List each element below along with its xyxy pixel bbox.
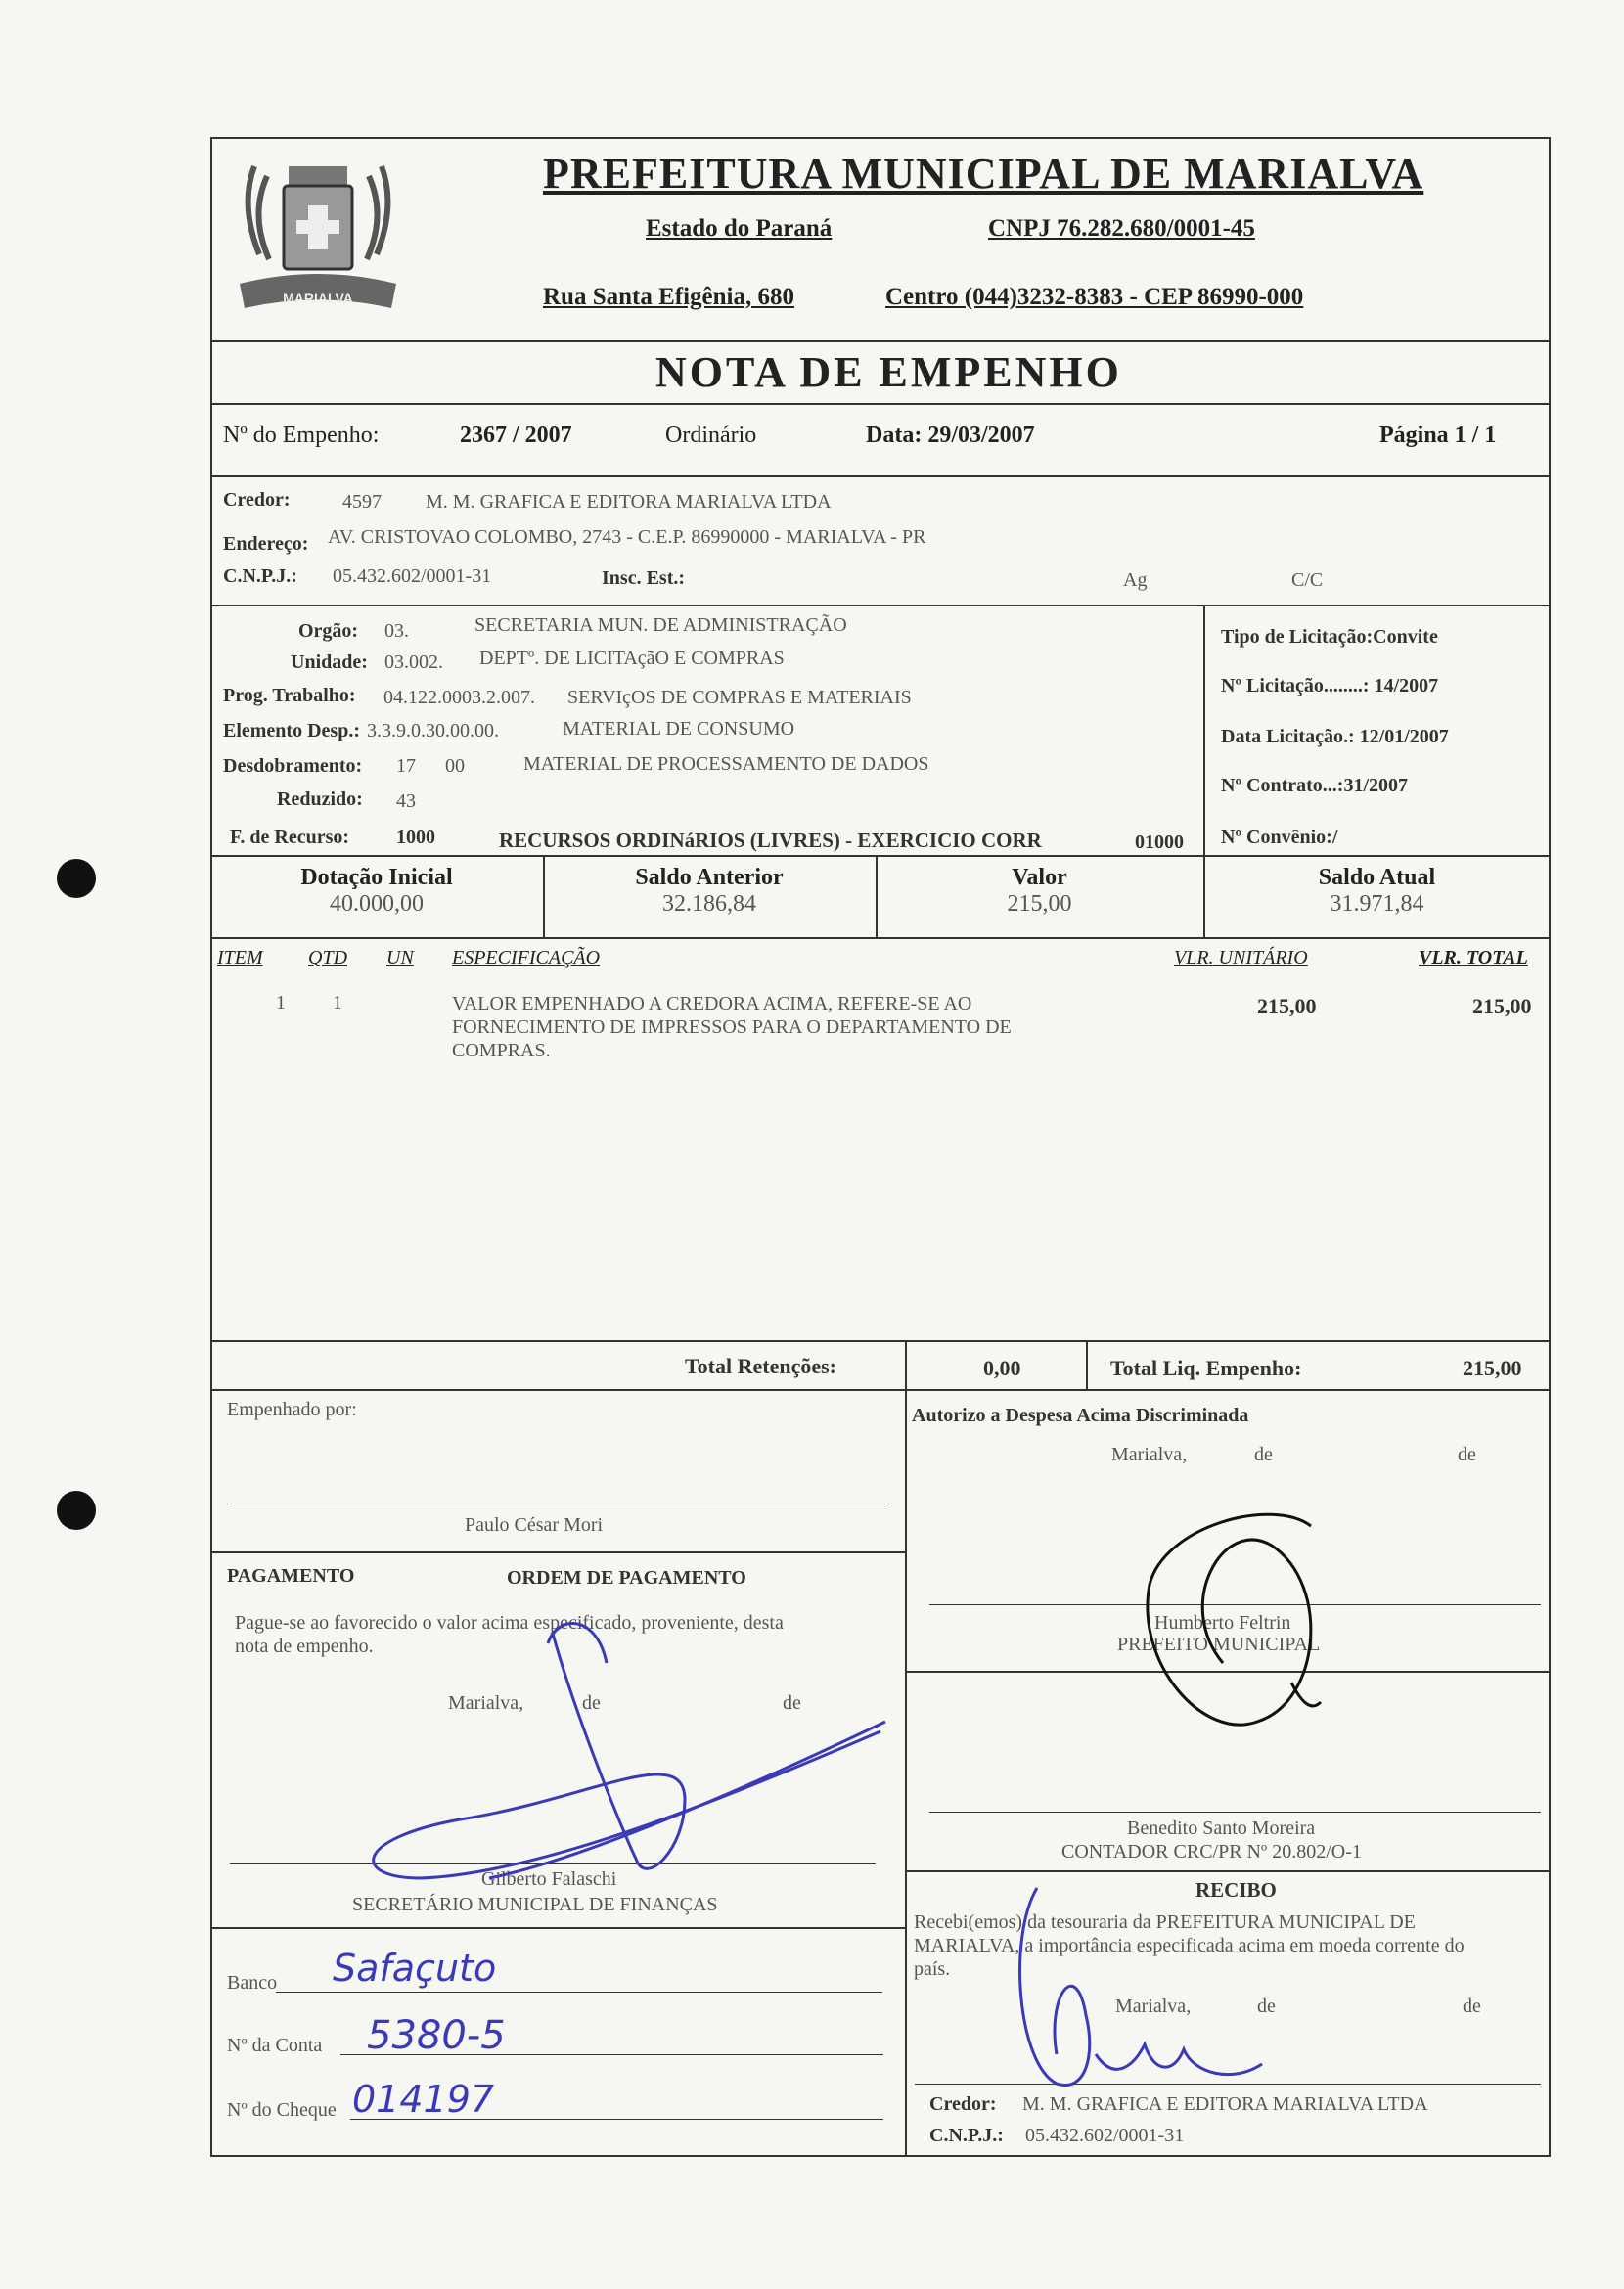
orgao-code: 03.: [384, 620, 409, 642]
saldo-valor-value: 215,00: [1007, 891, 1072, 917]
empenho-date: Data: 29/03/2007: [866, 423, 1035, 448]
unidade-label: Unidade:: [291, 651, 368, 673]
banco-handwritten: Safaçuto: [333, 1947, 497, 1990]
recibo-line-1: Recebi(emos) da tesouraria da PREFEITURA MUNICIPAL DE: [914, 1911, 1416, 1933]
saldo-dotacao-value: 40.000,00: [330, 891, 424, 917]
credor-name: M. M. GRAFICA E EDITORA MARIALVA LTDA: [426, 491, 832, 513]
secretario-nome: Gilberto Falaschi: [481, 1868, 617, 1890]
pagamento-de-1: de: [582, 1692, 601, 1714]
desdobramento-name: MATERIAL DE PROCESSAMENTO DE DADOS: [523, 753, 929, 775]
prog-name: SERVIçOS DE COMPRAS E MATERIAIS: [567, 687, 912, 708]
empenho-number-label: Nº do Empenho:: [223, 423, 380, 448]
autorizo-de-1: de: [1254, 1444, 1273, 1465]
secretario-cargo: SECRETÁRIO MUNICIPAL DE FINANÇAS: [352, 1894, 718, 1915]
desdobramento-code: 17 00: [396, 755, 465, 777]
recibo-line-3: país.: [914, 1958, 951, 1980]
empenho-type: Ordinário: [665, 423, 757, 448]
item-spec-line-1: VALOR EMPENHADO A CREDORA ACIMA, REFERE-SE AO: [452, 993, 972, 1014]
recurso-number: 01000: [1135, 831, 1184, 853]
finance-secretary-signature: [374, 1624, 885, 1878]
recibo-title: RECIBO: [1195, 1878, 1277, 1902]
recurso-label: F. de Recurso:: [230, 827, 350, 848]
licitacao-tipo: Tipo de Licitação:Convite: [1221, 626, 1438, 648]
contador-nome: Benedito Santo Moreira: [1127, 1818, 1316, 1839]
total-retencoes-label: Total Retenções:: [685, 1354, 836, 1378]
header-cnpj: CNPJ 76.282.680/0001-45: [988, 215, 1255, 242]
licitacao-data: Data Licitação.: 12/01/2007: [1221, 726, 1449, 747]
pagamento-marialva: Marialva,: [448, 1692, 524, 1714]
reduzido-label: Reduzido:: [277, 788, 363, 810]
recurso-code: 1000: [396, 827, 435, 848]
credor-insc-label: Insc. Est.:: [602, 567, 686, 589]
header-title: PREFEITURA MUNICIPAL DE MARIALVA: [543, 150, 1424, 198]
item-spec-line-2: FORNECIMENTO DE IMPRESSOS PARA O DEPARTAMENTO DE: [452, 1016, 1012, 1038]
pague-line-1: Pague-se ao favorecido o valor acima especificado, proveniente, desta: [235, 1612, 784, 1634]
document-title: NOTA DE EMPENHO: [655, 348, 1122, 396]
saldo-atual-value: 31.971,84: [1330, 891, 1424, 917]
prefeito-nome: Humberto Feltrin: [1154, 1612, 1291, 1634]
mayor-signature: [1148, 1514, 1321, 1725]
pague-line-2: nota de empenho.: [235, 1636, 374, 1657]
col-total: VLR. TOTAL: [1419, 947, 1528, 968]
orgao-label: Orgão:: [298, 620, 359, 642]
credor-ag-label: Ag: [1123, 569, 1148, 591]
item-unit-value: 215,00: [1257, 994, 1317, 1018]
licitacao-contrato: Nº Contrato...:31/2007: [1221, 775, 1409, 796]
item-qtd: 1: [333, 992, 342, 1013]
credor-cc-label: C/C: [1291, 569, 1324, 591]
autorizo-de-2: de: [1458, 1444, 1476, 1465]
cheque-label: Nº do Cheque: [227, 2099, 337, 2121]
header-contact: Centro (044)3232-8383 - CEP 86990-000: [885, 284, 1304, 310]
credor-code: 4597: [342, 491, 382, 513]
ordem-pagamento-label: ORDEM DE PAGAMENTO: [507, 1567, 746, 1589]
recibo-cnpj: 05.432.602/0001-31: [1025, 2125, 1185, 2146]
elemento-name: MATERIAL DE CONSUMO: [563, 718, 795, 740]
recibo-credor-nome: M. M. GRAFICA E EDITORA MARIALVA LTDA: [1022, 2093, 1428, 2115]
item-spec-line-3: COMPRAS.: [452, 1040, 551, 1061]
col-spec: ESPECIFICAÇÃO: [452, 947, 601, 968]
desdobramento-label: Desdobramento:: [223, 755, 363, 777]
svg-text:MARIALVA: MARIALVA: [283, 291, 353, 306]
saldo-anterior-label: Saldo Anterior: [635, 865, 784, 890]
empenhado-por-label: Empenhado por:: [227, 1399, 357, 1420]
receipt-signature: [1020, 1888, 1262, 2086]
col-unit: VLR. UNITÁRIO: [1174, 947, 1308, 968]
cheque-handwritten: 014197: [352, 2078, 495, 2121]
empenhado-nome: Paulo César Mori: [465, 1514, 604, 1536]
unidade-name: DEPTº. DE LICITAçãO E COMPRAS: [479, 648, 785, 669]
pagamento-de-2: de: [783, 1692, 801, 1714]
contador-cargo: CONTADOR CRC/PR Nº 20.802/O-1: [1061, 1841, 1362, 1863]
credor-address-label: Endereço:: [223, 533, 309, 555]
empenho-number: 2367 / 2007: [460, 423, 572, 448]
item-total-value: 215,00: [1472, 994, 1532, 1018]
recibo-marialva: Marialva,: [1115, 1996, 1192, 2017]
pagamento-label: PAGAMENTO: [227, 1565, 355, 1587]
saldo-atual-label: Saldo Atual: [1318, 865, 1436, 890]
credor-address: AV. CRISTOVAO COLOMBO, 2743 - C.E.P. 86990000 - MARIALVA - PR: [328, 526, 926, 548]
header-state: Estado do Paraná: [646, 215, 833, 242]
autorizo-marialva: Marialva,: [1111, 1444, 1188, 1465]
saldo-valor-label: Valor: [1012, 865, 1067, 890]
orgao-name: SECRETARIA MUN. DE ADMINISTRAÇÃO: [474, 614, 847, 636]
prog-label: Prog. Trabalho:: [223, 685, 356, 706]
total-liq-label: Total Liq. Empenho:: [1110, 1356, 1302, 1380]
recurso-name: RECURSOS ORDINáRIOS (LIVRES) - EXERCICIO CORR: [499, 829, 1042, 852]
total-retencoes-value: 0,00: [983, 1356, 1021, 1380]
prefeito-cargo: PREFEITO MUNICIPAL: [1117, 1634, 1321, 1655]
conta-handwritten: 5380-5: [367, 2013, 506, 2058]
recibo-de-1: de: [1257, 1996, 1276, 2017]
saldo-anterior-value: 32.186,84: [662, 891, 756, 917]
conta-label: Nº da Conta: [227, 2035, 323, 2056]
total-liq-value: 215,00: [1463, 1356, 1522, 1380]
recibo-line-2: MARIALVA, a importância especificada acima em moeda corrente do: [914, 1935, 1465, 1956]
elemento-code: 3.3.9.0.30.00.00.: [367, 720, 499, 741]
credor-cnpj: 05.432.602/0001-31: [333, 565, 492, 587]
col-item: ITEM: [217, 947, 263, 968]
recibo-credor-label: Credor:: [929, 2093, 997, 2115]
autorizo-label: Autorizo a Despesa Acima Discriminada: [912, 1405, 1249, 1426]
page-number: Página 1 / 1: [1379, 423, 1497, 448]
prog-code: 04.122.0003.2.007.: [383, 687, 535, 708]
saldo-dotacao-label: Dotação Inicial: [300, 865, 453, 890]
col-un: UN: [386, 947, 414, 968]
credor-label: Credor:: [223, 489, 291, 511]
col-qtd: QTD: [308, 947, 348, 968]
elemento-label: Elemento Desp.:: [223, 720, 360, 741]
banco-label: Banco: [227, 1972, 278, 1994]
recibo-cnpj-label: C.N.P.J.:: [929, 2125, 1004, 2146]
unidade-code: 03.002.: [384, 651, 443, 673]
item-number: 1: [276, 992, 286, 1013]
reduzido-value: 43: [396, 790, 416, 812]
recibo-de-2: de: [1463, 1996, 1481, 2017]
header-address: Rua Santa Efigênia, 680: [543, 284, 794, 310]
licitacao-convenio: Nº Convênio:/: [1221, 827, 1338, 848]
licitacao-numero: Nº Licitação........: 14/2007: [1221, 675, 1439, 696]
credor-cnpj-label: C.N.P.J.:: [223, 565, 297, 587]
